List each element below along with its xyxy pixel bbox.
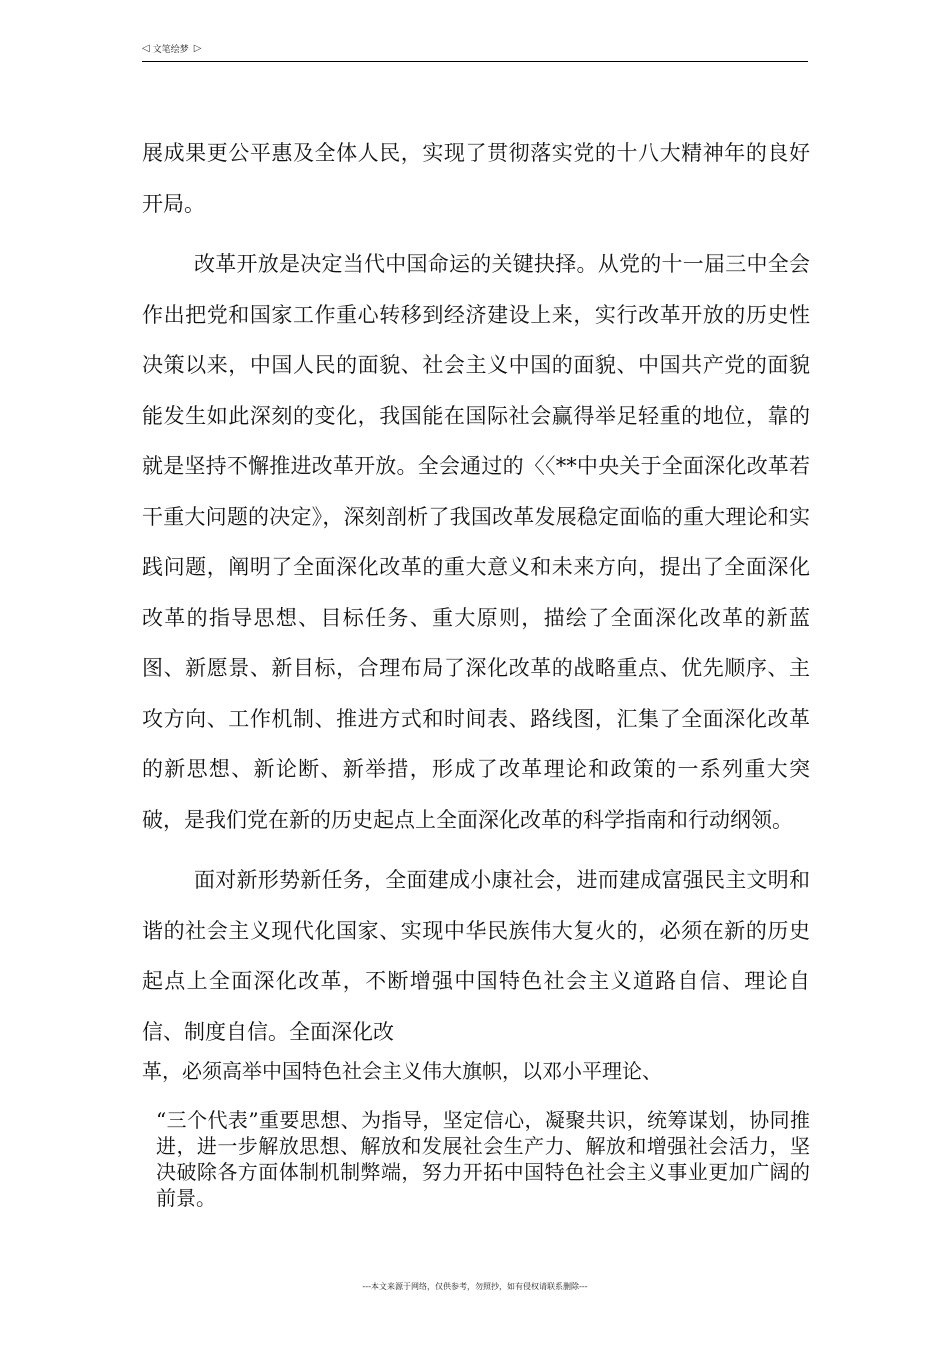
paragraph-4: “三个代表”重要思想、为指导，坚定信心，凝聚共识，统筹谋划，协同推进，进一步解放思想、解放和发展社会生产力、解放和增强社会活力，坚决破除各方面体制机制弊端，努力开拓中国特色社会主义事业更加广阔的前景。 <box>156 1108 810 1210</box>
page-header <box>142 42 201 55</box>
header-brand: 文笔绘梦 <box>152 45 189 55</box>
left-triangle-icon: ◁ <box>142 43 150 54</box>
paragraph-3-continuation: 革，必须高举中国特色社会主义伟大旗帜，以邓小平理论、 <box>142 1059 662 1083</box>
page-footer: ---本文来源于网络，仅供参考，勿照抄，如有侵权请联系删除--- <box>362 1282 588 1291</box>
header-rule <box>142 61 808 62</box>
right-triangle-icon: ▷ <box>193 43 202 54</box>
document-body <box>142 128 810 1211</box>
paragraph-3: 面对新形势新任务，全面建成小康社会，进而建成富强民主文明和谐的社会主义现代化国家、实现中华民族伟大复火的，必须在新的历史起点上全面深化改革，不断增强中国特色社会主义道路自信、理论自信、制度自信。全面深化改 <box>142 868 810 1044</box>
paragraph-2: 改革开放是决定当代中国命运的关键抉择。从党的十一届三中全会作出把党和国家工作重心转移到经济建设上来，实行改革开放的历史性决策以来，中国人民的面貌、社会主义中国的面貌、中国共产党的面貌能发生如此深刻的变化，我国能在国际社会赢得举足轻重的地位，靠的就是坚持不懈推进改革开放。全会通过的〈〈**中央关于全面深化改革若干重大问题的决定》，深刻剖析了我国改革发展稳定面临的重大理论和实践问题，阐明了全面深化改革的重大意义和未来方向，提出了全面深化改革的指导思想、目标任务、重大原则，描绘了全面深化改革的新蓝图、新愿景、新目标，合理布局了深化改革的战略重点、优先顺序、主攻方向、工作机制、推进方式和时间表、路线图，汇集了全面深化改革的新思想、新论断、新举措，形成了改革理论和政策的一系列重大突破，是我们党在新的历史起点上全面深化改革的科学指南和行动纲领。 <box>142 252 810 832</box>
paragraph-1: 展成果更公平惠及全体人民，实现了贯彻落实党的十八大精神年的良好开局。 <box>142 141 810 216</box>
